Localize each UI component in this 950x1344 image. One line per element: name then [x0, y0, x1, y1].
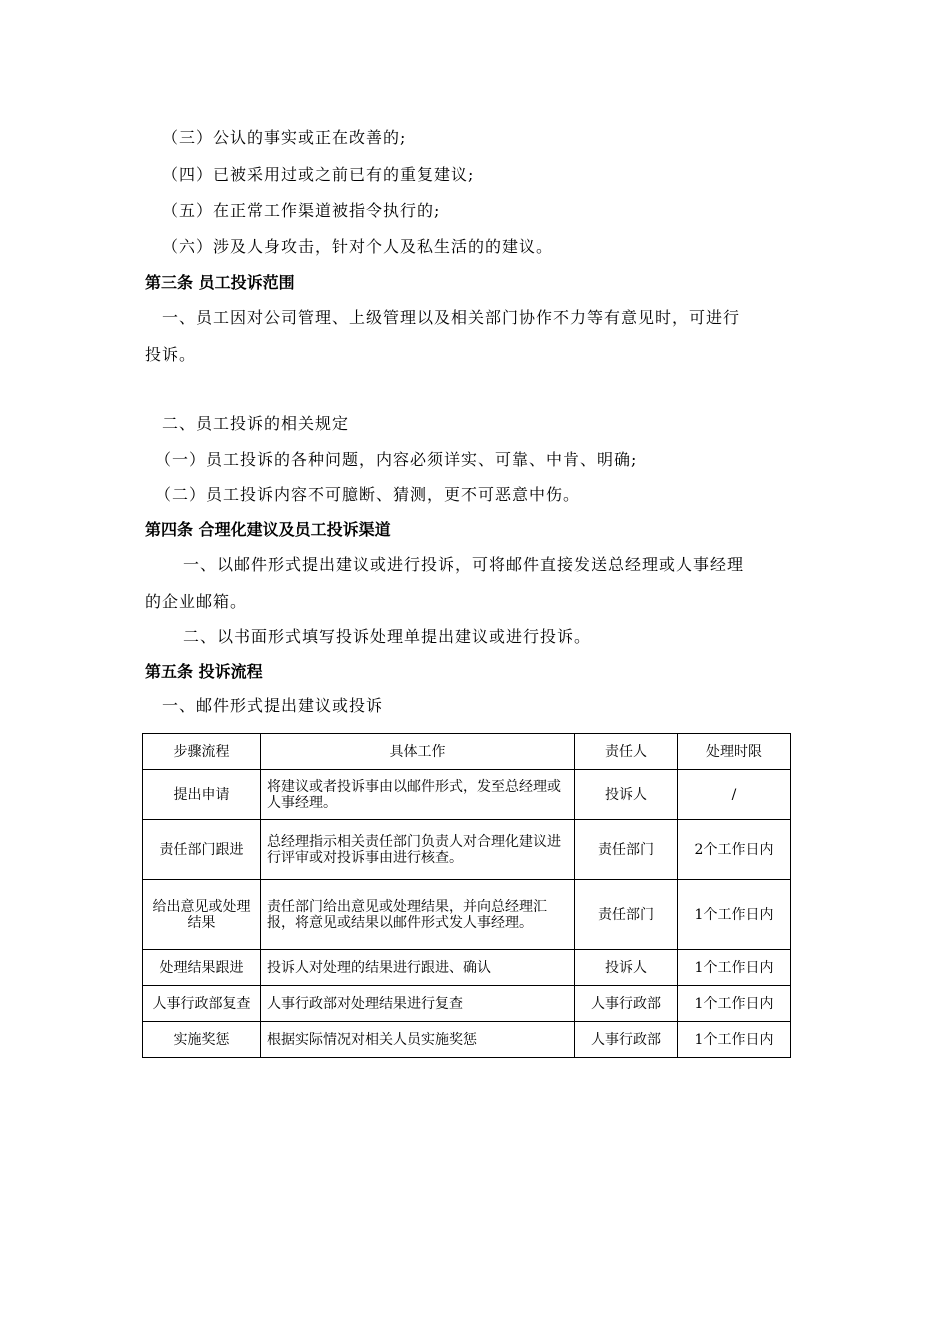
- table-row: [143, 950, 791, 986]
- article-three-para-1-cont: 投诉。: [145, 345, 197, 364]
- header-owner: 责任人: [575, 734, 678, 770]
- cell-owner: 投诉人: [575, 770, 678, 820]
- cell-owner: 人事行政部: [575, 1022, 678, 1058]
- cell-owner: 责任部门: [575, 820, 678, 880]
- article-three-item-1: （一）员工投诉的各种问题，内容必须详实、可靠、中肯、明确;: [155, 450, 638, 469]
- cell-work: 总经理指示相关责任部门负责人对合理化建议进行评审或对投诉事由进行核查。: [261, 820, 575, 880]
- cell-deadline: 1个工作日内: [678, 880, 791, 950]
- article-four-para-2: 二、以书面形式填写投诉处理单提出建议或进行投诉。: [183, 627, 592, 646]
- cell-step: 提出申请: [143, 770, 261, 820]
- item-four: （四）已被采用过或之前已有的重复建议;: [162, 165, 475, 184]
- table-row: [143, 986, 791, 1022]
- cell-owner: 人事行政部: [575, 986, 678, 1022]
- table-row: [143, 820, 791, 880]
- table-row: [143, 880, 791, 950]
- article-three-item-2: （二）员工投诉内容不可臆断、猜测，更不可恶意中伤。: [155, 485, 581, 504]
- cell-deadline: 2个工作日内: [678, 820, 791, 880]
- item-three: （三）公认的事实或正在改善的;: [162, 128, 407, 147]
- cell-step: 实施奖惩: [143, 1022, 261, 1058]
- cell-work: 人事行政部对处理结果进行复查: [261, 986, 575, 1022]
- article-four-heading: 第四条 合理化建议及员工投诉渠道: [145, 520, 391, 539]
- cell-owner: 责任部门: [575, 880, 678, 950]
- article-three-para-2: 二、员工投诉的相关规定: [162, 414, 350, 433]
- cell-step: 给出意见或处理结果: [143, 880, 261, 950]
- item-five: （五）在正常工作渠道被指令执行的;: [162, 201, 441, 220]
- header-work: 具体工作: [261, 734, 575, 770]
- header-step: 步骤流程: [143, 734, 261, 770]
- cell-step: 责任部门跟进: [143, 820, 261, 880]
- cell-deadline: 1个工作日内: [678, 986, 791, 1022]
- article-three-heading: 第三条 员工投诉范围: [145, 273, 295, 292]
- cell-work: 投诉人对处理的结果进行跟进、确认: [261, 950, 575, 986]
- header-deadline: 处理时限: [678, 734, 791, 770]
- cell-step: 处理结果跟进: [143, 950, 261, 986]
- article-five-para-1: 一、邮件形式提出建议或投诉: [162, 696, 384, 715]
- cell-deadline: /: [678, 770, 791, 820]
- table-row: [143, 1022, 791, 1058]
- article-four-para-1: 一、以邮件形式提出建议或进行投诉，可将邮件直接发送总经理或人事经理: [183, 555, 745, 574]
- item-six: （六）涉及人身攻击，针对个人及私生活的的建议。: [162, 237, 554, 256]
- cell-deadline: 1个工作日内: [678, 950, 791, 986]
- cell-owner: 投诉人: [575, 950, 678, 986]
- article-three-para-1: 一、员工因对公司管理、上级管理以及相关部门协作不力等有意见时，可进行: [162, 308, 741, 327]
- table-row: [143, 770, 791, 820]
- complaint-process-table: [142, 733, 791, 1058]
- article-five-heading: 第五条 投诉流程: [145, 662, 263, 681]
- cell-work: 责任部门给出意见或处理结果，并向总经理汇报，将意见或结果以邮件形式发人事经理。: [261, 880, 575, 950]
- table-header-row: [143, 734, 791, 770]
- cell-work: 将建议或者投诉事由以邮件形式，发至总经理或人事经理。: [261, 770, 575, 820]
- article-four-para-1-cont: 的企业邮箱。: [145, 592, 248, 611]
- cell-deadline: 1个工作日内: [678, 1022, 791, 1058]
- cell-step: 人事行政部复查: [143, 986, 261, 1022]
- cell-work: 根据实际情况对相关人员实施奖惩: [261, 1022, 575, 1058]
